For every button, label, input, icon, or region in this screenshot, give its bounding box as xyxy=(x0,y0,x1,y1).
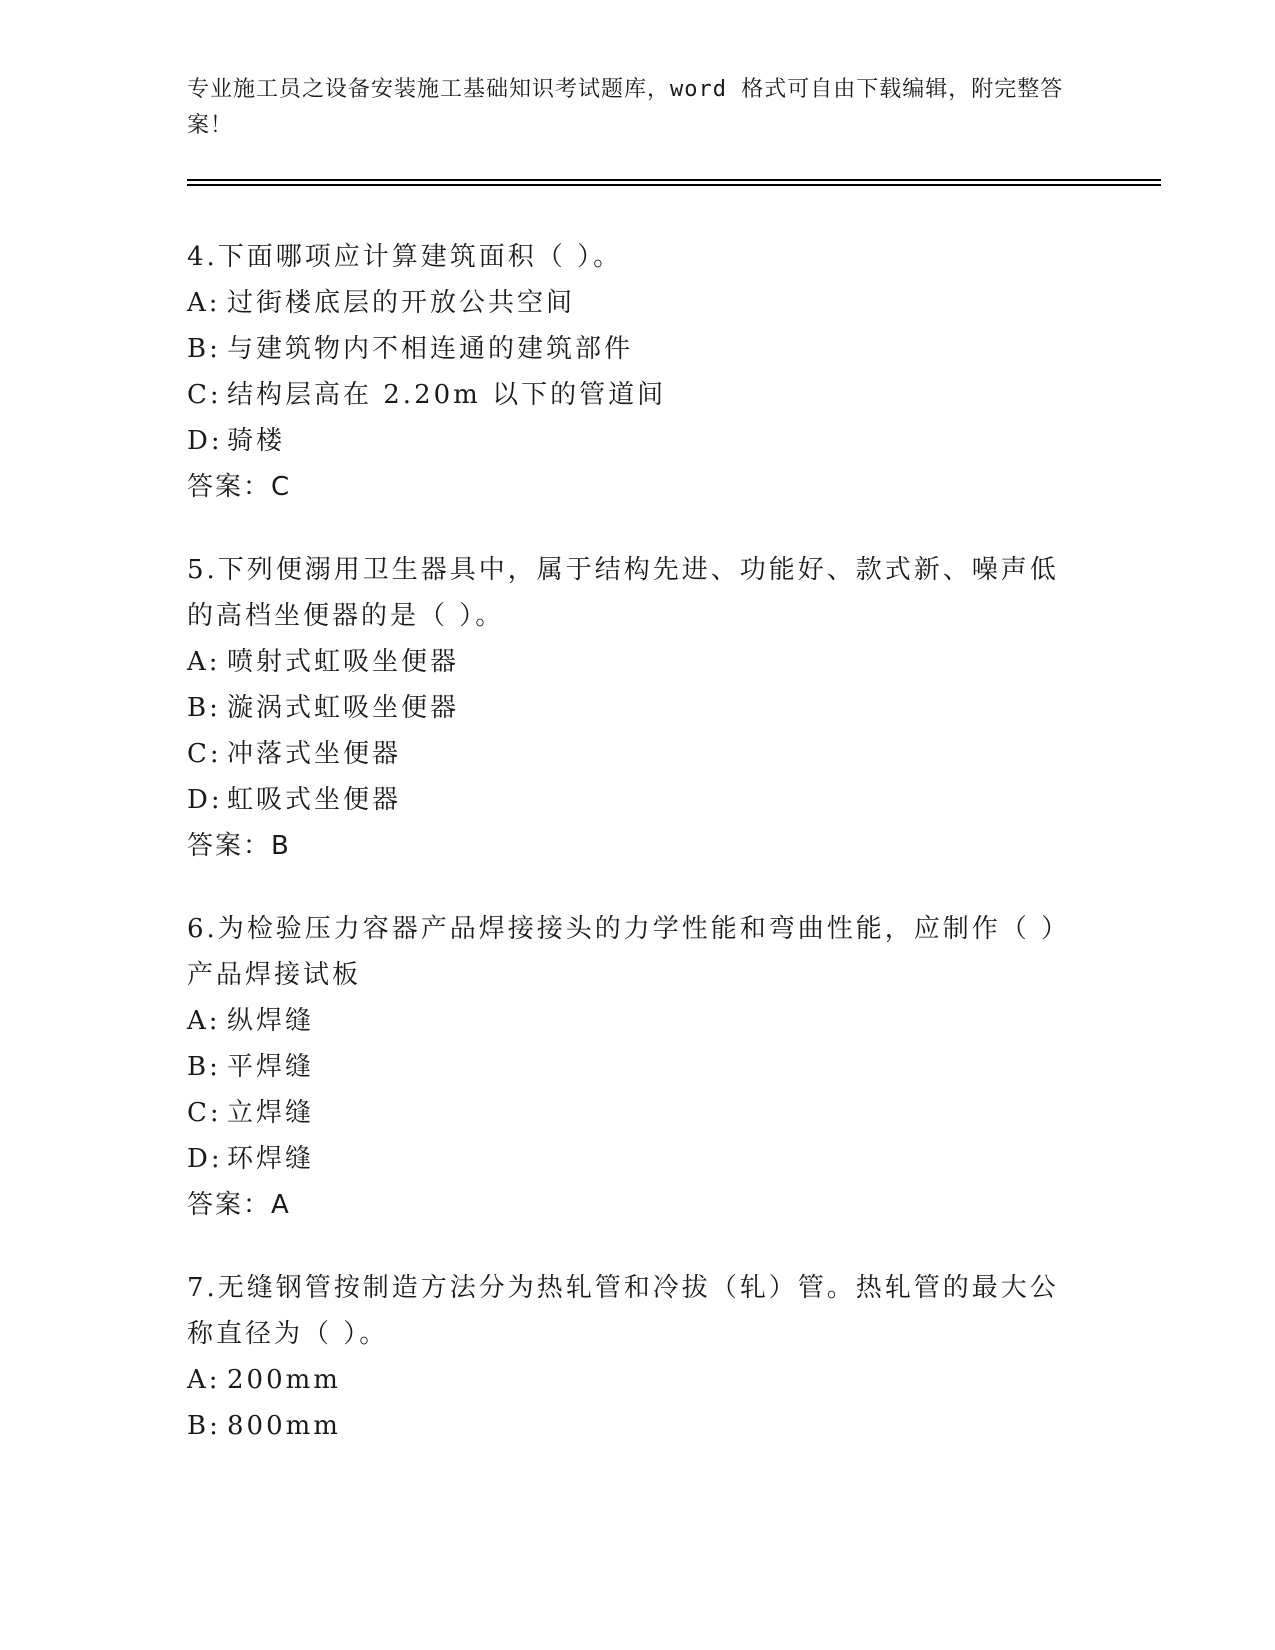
option-letter: D: xyxy=(187,1144,223,1174)
option-b xyxy=(187,1403,1087,1449)
option-letter: A: xyxy=(187,647,221,677)
option-text: 结构层高在 2.20m 以下的管道间 xyxy=(227,380,667,410)
option-text: 虹吸式坐便器 xyxy=(227,785,402,815)
question-4 xyxy=(187,234,1087,510)
question-5 xyxy=(187,547,1087,869)
option-text: 环焊缝 xyxy=(227,1144,315,1174)
header-rule-bottom xyxy=(187,184,1161,186)
answer-line: 答案：C xyxy=(187,472,292,502)
question-stem: 6.为检验压力容器产品焊接接头的力学性能和弯曲性能，应制作（ ）产品焊接试板 xyxy=(187,914,1071,990)
header-rule-top xyxy=(187,179,1161,181)
option-c xyxy=(187,372,1087,418)
option-letter: B: xyxy=(187,1052,221,1082)
question-6 xyxy=(187,906,1087,1228)
option-b xyxy=(187,1044,1087,1090)
question-stem: 4.下面哪项应计算建筑面积（ ）。 xyxy=(187,242,623,272)
option-d xyxy=(187,1136,1087,1182)
option-letter: B: xyxy=(187,1411,221,1441)
option-text: 与建筑物内不相连通的建筑部件 xyxy=(227,334,634,364)
question-7 xyxy=(187,1265,1087,1449)
option-text: 过街楼底层的开放公共空间 xyxy=(227,288,576,318)
option-letter: A: xyxy=(187,1006,221,1036)
header-text: 专业施工员之设备安装施工基础知识考试题库，word 格式可自由下载编辑，附完整答案！ xyxy=(187,77,1064,138)
option-text: 立焊缝 xyxy=(227,1098,315,1128)
option-d xyxy=(187,777,1087,823)
question-stem: 5.下列便溺用卫生器具中，属于结构先进、功能好、款式新、噪声低的高档坐便器的是（ ）。 xyxy=(187,555,1059,631)
option-text: 冲落式坐便器 xyxy=(227,739,402,769)
document-header xyxy=(187,72,1077,144)
answer-line: 答案：B xyxy=(187,831,291,861)
option-b xyxy=(187,326,1087,372)
option-letter: A: xyxy=(187,288,221,318)
option-letter: B: xyxy=(187,334,221,364)
option-a xyxy=(187,998,1087,1044)
option-d xyxy=(187,418,1087,464)
option-a xyxy=(187,280,1087,326)
option-b xyxy=(187,685,1087,731)
option-text: 800mm xyxy=(227,1411,341,1441)
question-list xyxy=(187,234,1087,1486)
option-text: 喷射式虹吸坐便器 xyxy=(227,647,460,677)
option-text: 200mm xyxy=(227,1365,341,1395)
option-a xyxy=(187,1357,1087,1403)
option-letter: C: xyxy=(187,739,222,769)
option-letter: D: xyxy=(187,426,223,456)
question-stem: 7.无缝钢管按制造方法分为热轧管和冷拔（轧）管。热轧管的最大公称直径为（ ）。 xyxy=(187,1273,1059,1349)
option-c xyxy=(187,731,1087,777)
option-letter: C: xyxy=(187,1098,222,1128)
option-text: 平焊缝 xyxy=(227,1052,315,1082)
option-c xyxy=(187,1090,1087,1136)
answer-line: 答案：A xyxy=(187,1190,291,1220)
option-letter: B: xyxy=(187,693,221,723)
option-letter: C: xyxy=(187,380,222,410)
option-text: 漩涡式虹吸坐便器 xyxy=(227,693,460,723)
option-text: 纵焊缝 xyxy=(227,1006,315,1036)
option-a xyxy=(187,639,1087,685)
option-letter: A: xyxy=(187,1365,221,1395)
option-letter: D: xyxy=(187,785,223,815)
option-text: 骑楼 xyxy=(227,426,286,456)
